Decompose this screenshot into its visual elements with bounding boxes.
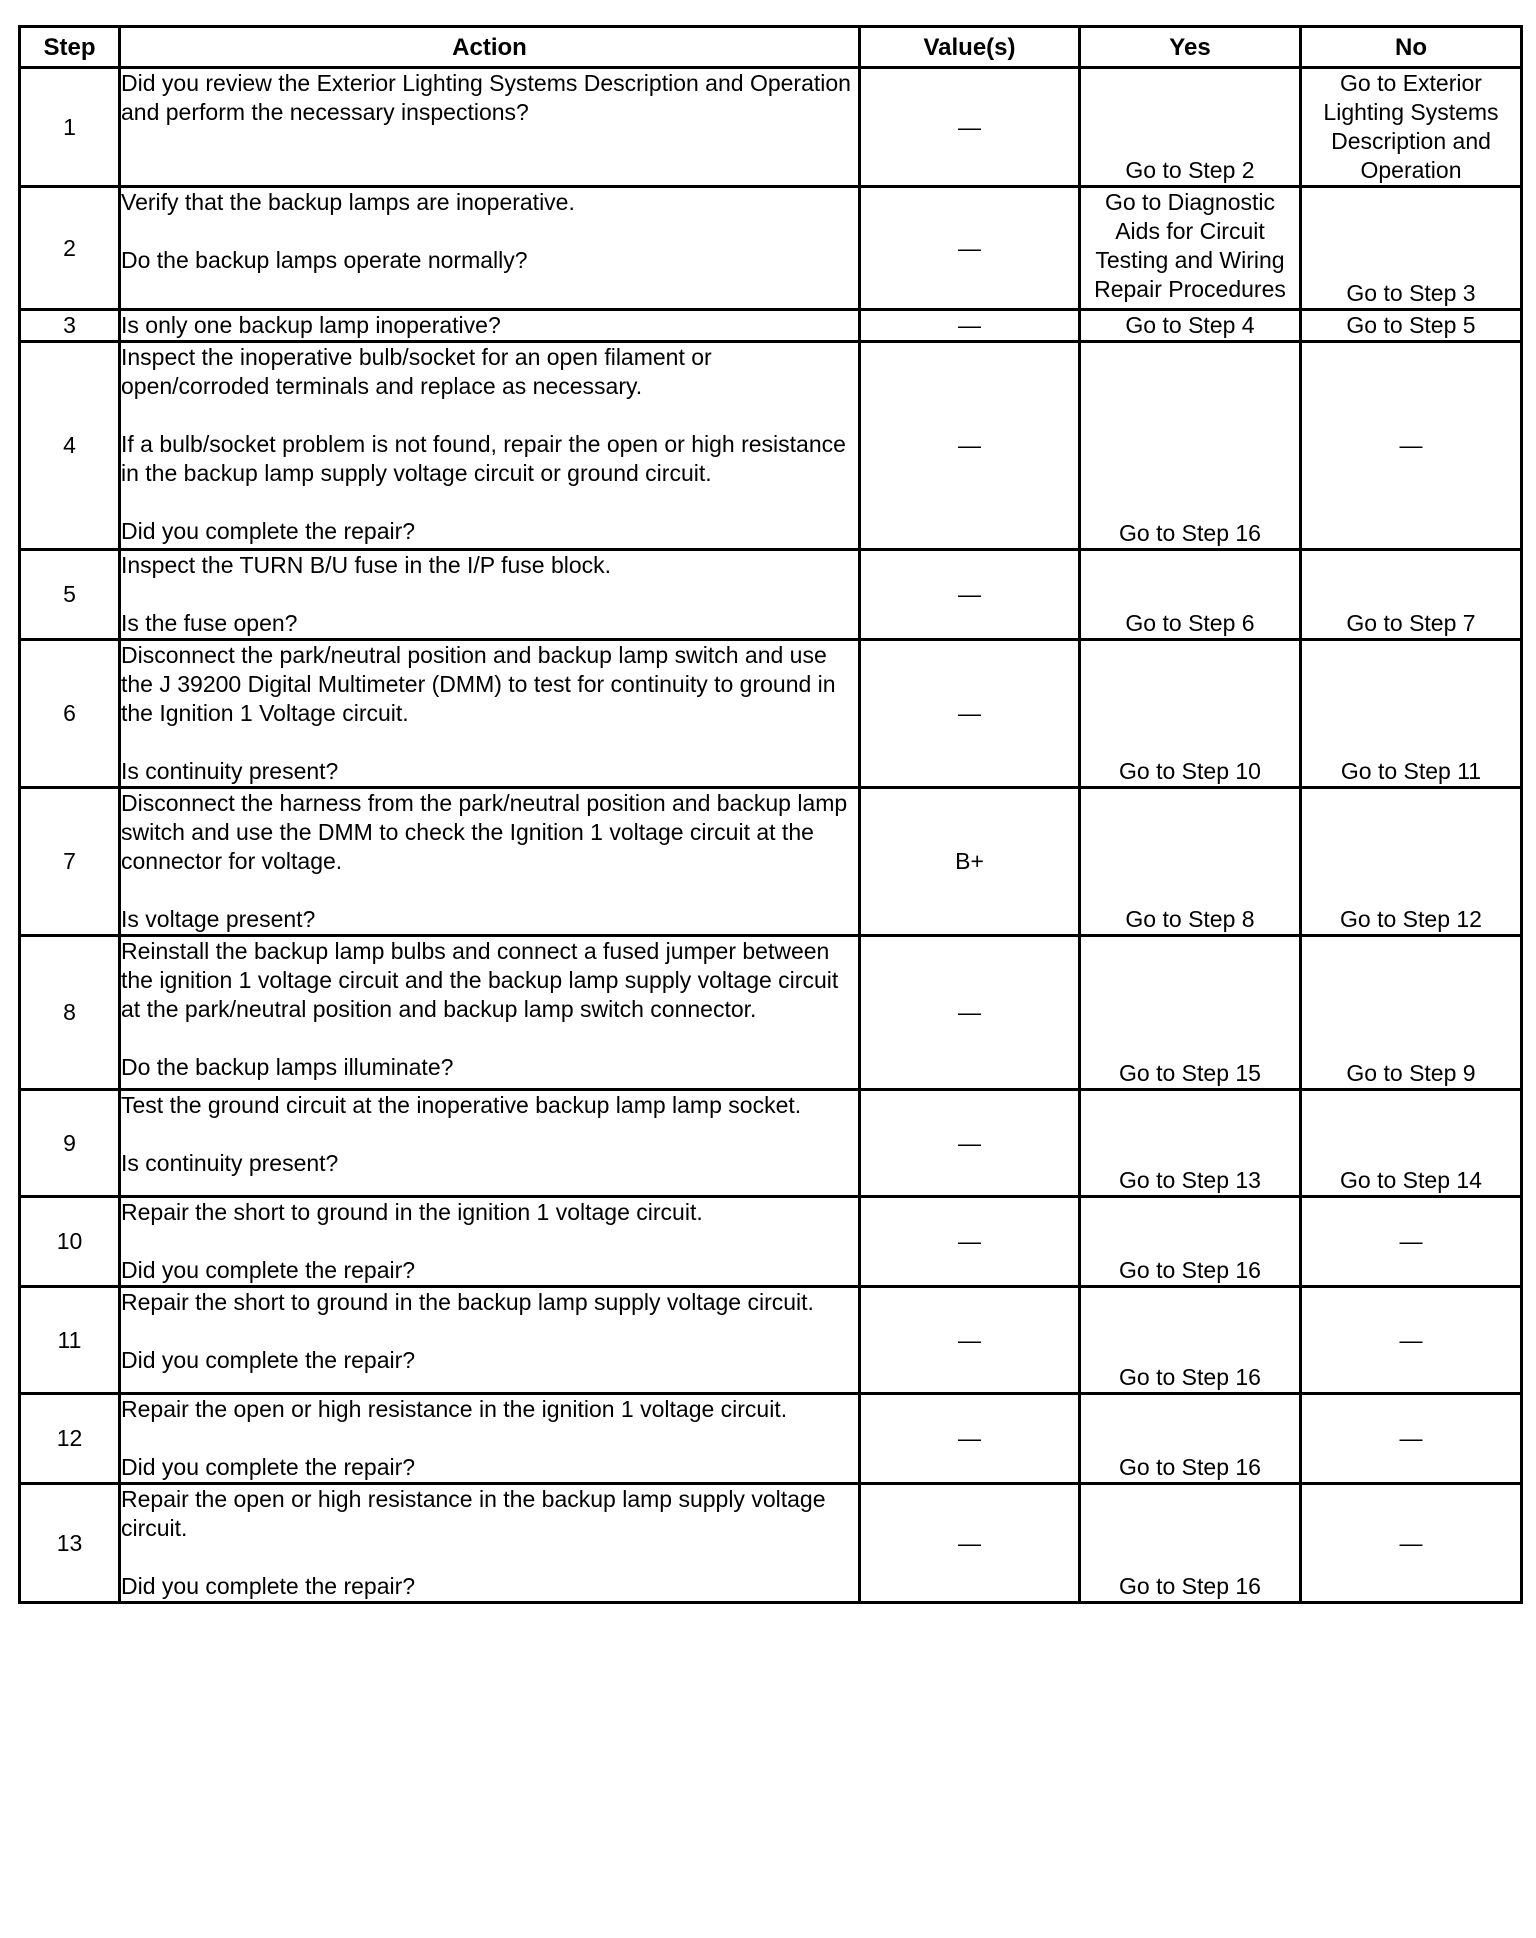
no-cell: Go to Step 14 [1301, 1090, 1522, 1197]
action-paragraph: Repair the short to ground in the ignition 1 voltage circuit. [121, 1199, 703, 1225]
action-paragraph: Did you complete the repair? [121, 1347, 416, 1373]
action-paragraph: Is voltage present? [121, 906, 316, 932]
action-paragraph: Disconnect the harness from the park/neutral position and backup lamp switch and use the DMM to check the Ignition 1 voltage circuit at the connector for voltage. [121, 790, 848, 874]
action-cell [120, 310, 860, 342]
action-paragraph: Did you review the Exterior Lighting Systems Description and Operation and perform the necessary inspections? [121, 70, 851, 125]
action-cell [120, 788, 860, 936]
header-row [20, 27, 1522, 68]
diagnostic-table-container [18, 25, 1520, 1604]
table-row [20, 936, 1522, 1090]
yes-cell: Go to Step 15 [1080, 936, 1301, 1090]
action-cell [120, 1287, 860, 1394]
value-cell: — [860, 1484, 1080, 1603]
value-cell: — [860, 1090, 1080, 1197]
yes-cell: Go to Step 16 [1080, 1394, 1301, 1484]
action-cell [120, 1197, 860, 1287]
value-cell: — [860, 342, 1080, 550]
table-row [20, 342, 1522, 550]
step-number: 8 [20, 936, 120, 1090]
value-cell: B+ [860, 788, 1080, 936]
yes-cell: Go to Step 8 [1080, 788, 1301, 936]
table-row [20, 640, 1522, 788]
action-paragraph: Is continuity present? [121, 758, 339, 784]
no-cell: — [1301, 1484, 1522, 1603]
step-number: 5 [20, 550, 120, 640]
table-body [20, 68, 1522, 1603]
action-cell [120, 187, 860, 310]
table-row [20, 1090, 1522, 1197]
action-cell [120, 936, 860, 1090]
step-number: 1 [20, 68, 120, 187]
yes-cell: Go to Step 13 [1080, 1090, 1301, 1197]
action-paragraph: Inspect the TURN B/U fuse in the I/P fuse block. [121, 552, 612, 578]
yes-cell: Go to Step 16 [1080, 1197, 1301, 1287]
value-cell: — [860, 310, 1080, 342]
action-paragraph: Repair the open or high resistance in the backup lamp supply voltage circuit. [121, 1486, 826, 1541]
header-no: No [1301, 27, 1522, 68]
action-cell [120, 550, 860, 640]
action-paragraph: Did you complete the repair? [121, 518, 416, 544]
header-step: Step [20, 27, 120, 68]
table-row [20, 1484, 1522, 1603]
no-cell: Go to Step 11 [1301, 640, 1522, 788]
action-paragraph: Reinstall the backup lamp bulbs and connect a fused jumper between the ignition 1 voltage circuit and the backup lamp supply voltage circuit at the park/neutral position and backup lamp switch connector. [121, 938, 839, 1022]
value-cell: — [860, 1287, 1080, 1394]
no-cell: — [1301, 1197, 1522, 1287]
action-paragraph: Verify that the backup lamps are inoperative. [121, 189, 575, 215]
value-cell: — [860, 1394, 1080, 1484]
value-cell: — [860, 68, 1080, 187]
action-cell [120, 68, 860, 187]
action-paragraph: Repair the open or high resistance in the ignition 1 voltage circuit. [121, 1396, 788, 1422]
no-cell: — [1301, 342, 1522, 550]
table-row [20, 1287, 1522, 1394]
yes-cell: Go to Step 4 [1080, 310, 1301, 342]
table-row [20, 788, 1522, 936]
action-paragraph: Is the fuse open? [121, 610, 298, 636]
action-cell [120, 640, 860, 788]
table-row [20, 310, 1522, 342]
table-row [20, 187, 1522, 310]
action-paragraph: Is continuity present? [121, 1150, 339, 1176]
value-cell: — [860, 640, 1080, 788]
action-paragraph: Did you complete the repair? [121, 1573, 416, 1599]
table-row [20, 1394, 1522, 1484]
header-values: Value(s) [860, 27, 1080, 68]
step-number: 6 [20, 640, 120, 788]
step-number: 10 [20, 1197, 120, 1287]
step-number: 13 [20, 1484, 120, 1603]
action-cell [120, 1090, 860, 1197]
no-cell: Go to Step 12 [1301, 788, 1522, 936]
value-cell: — [860, 1197, 1080, 1287]
action-cell [120, 1484, 860, 1603]
no-cell: Go to Exterior Lighting Systems Description and Operation [1301, 68, 1522, 187]
yes-cell: Go to Step 6 [1080, 550, 1301, 640]
yes-cell: Go to Step 2 [1080, 68, 1301, 187]
value-cell: — [860, 936, 1080, 1090]
no-cell: — [1301, 1394, 1522, 1484]
step-number: 7 [20, 788, 120, 936]
no-cell: — [1301, 1287, 1522, 1394]
action-paragraph: Inspect the inoperative bulb/socket for an open filament or open/corroded terminals and replace as necessary. [121, 344, 712, 399]
yes-cell: Go to Diagnostic Aids for Circuit Testing and Wiring Repair Procedures [1080, 187, 1301, 310]
header-action: Action [120, 27, 860, 68]
action-paragraph: If a bulb/socket problem is not found, repair the open or high resistance in the backup lamp supply voltage circuit or ground circuit. [121, 431, 846, 486]
action-cell [120, 342, 860, 550]
no-cell: Go to Step 5 [1301, 310, 1522, 342]
value-cell: — [860, 550, 1080, 640]
step-number: 12 [20, 1394, 120, 1484]
table-row [20, 1197, 1522, 1287]
step-number: 3 [20, 310, 120, 342]
value-cell: — [860, 187, 1080, 310]
action-cell [120, 1394, 860, 1484]
action-paragraph: Repair the short to ground in the backup lamp supply voltage circuit. [121, 1289, 814, 1315]
step-number: 9 [20, 1090, 120, 1197]
yes-cell: Go to Step 16 [1080, 1287, 1301, 1394]
action-paragraph: Test the ground circuit at the inoperative backup lamp lamp socket. [121, 1092, 802, 1118]
diagnostic-table [18, 25, 1523, 1604]
step-number: 11 [20, 1287, 120, 1394]
action-paragraph: Did you complete the repair? [121, 1257, 416, 1283]
no-cell: Go to Step 3 [1301, 187, 1522, 310]
step-number: 2 [20, 187, 120, 310]
action-paragraph: Do the backup lamps illuminate? [121, 1054, 454, 1080]
step-number: 4 [20, 342, 120, 550]
header-yes: Yes [1080, 27, 1301, 68]
table-row [20, 550, 1522, 640]
action-paragraph: Did you complete the repair? [121, 1454, 416, 1480]
action-paragraph: Disconnect the park/neutral position and backup lamp switch and use the J 39200 Digital Multimeter (DMM) to test for continuity to ground in the Ignition 1 Voltage circuit. [121, 642, 836, 726]
no-cell: Go to Step 7 [1301, 550, 1522, 640]
yes-cell: Go to Step 16 [1080, 342, 1301, 550]
yes-cell: Go to Step 10 [1080, 640, 1301, 788]
yes-cell: Go to Step 16 [1080, 1484, 1301, 1603]
action-paragraph: Do the backup lamps operate normally? [121, 247, 528, 273]
table-row [20, 68, 1522, 187]
no-cell: Go to Step 9 [1301, 936, 1522, 1090]
action-paragraph: Is only one backup lamp inoperative? [121, 312, 501, 338]
